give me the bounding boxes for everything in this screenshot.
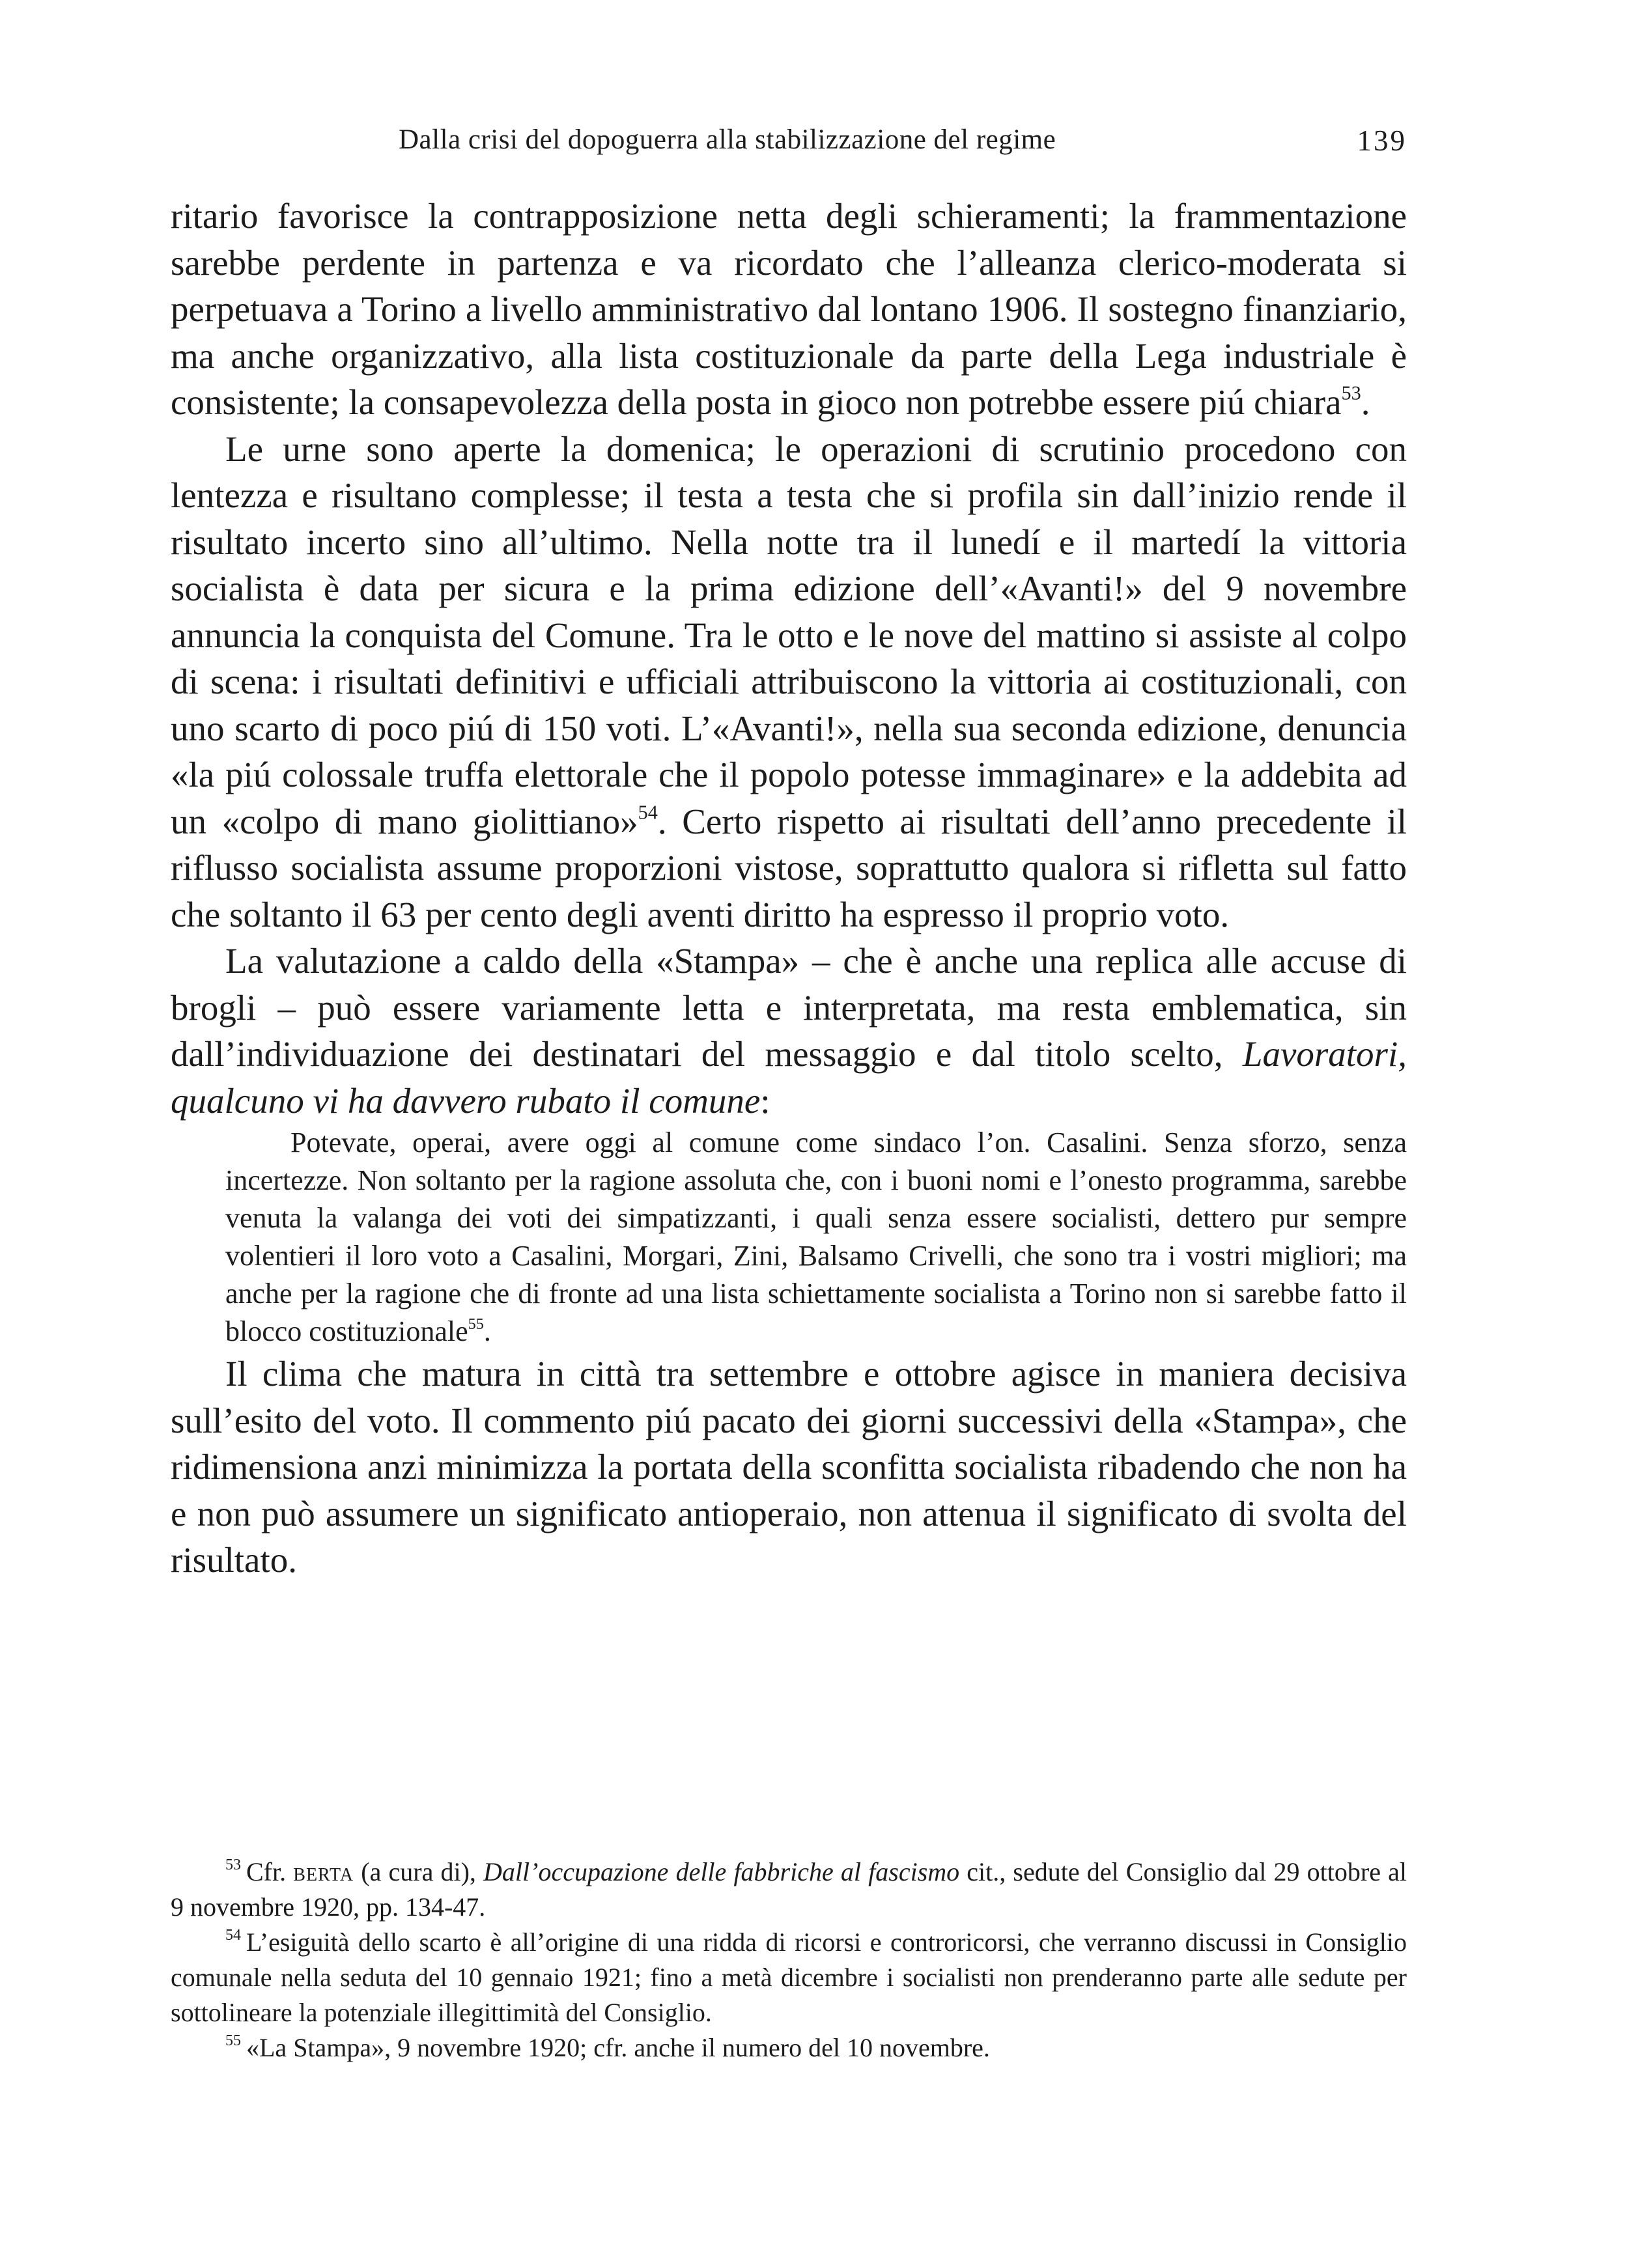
quote-tail: . [483, 1315, 491, 1347]
footnote-text: Cfr. [246, 1857, 294, 1886]
footnote-text: cit., sedute del Consiglio dal 29 ottobre al 9 novembre 1920, pp. 134-47. [171, 1857, 1407, 1922]
paragraph-text: Le urne sono aperte la domenica; le operazioni di scrutinio procedono con lentezza e risultano complesse; il testa a testa che si profila sin dall’inizio rende il risultato incerto sino all’ultimo. Nella notte tra il lunedí e il martedí la vittoria socialista è data per sicura e la prima edizione dell’«Avanti!» del 9 novembre annuncia la conquista del Comune. Tra le otto e le nove del mattino si assiste al colpo di scena: i risultati definitivi e ufficiali attribuiscono la vittoria ai costituzionali, con uno scarto di poco piú di 150 voti. L’«Avanti!», nella sua seconda edizione, denuncia «la piú colossale truffa elettorale che il popolo potesse immaginare» e la addebita ad un «colpo di mano giolittiano» [171, 428, 1407, 841]
quote-text: Potevate, operai, avere oggi al comune come sindaco l’on. Casalini. Senza sforzo, senza incertezze. Non soltanto per la ragione assoluta che, con i buoni nomi e l’onesto programma, sarebbe venuta la valanga dei voti dei simpatizzanti, i quali senza essere socialisti, dettero pur sempre volentieri il loro voto a Casalini, Morgari, Zini, Balsamo Crivelli, che sono tra i vostri migliori; ma anche per la ragione che di fronte ad una lista schiettamente socialista a Torino non si sarebbe fatto il blocco costituzionale [225, 1127, 1407, 1347]
footnote-number: 53 [225, 1856, 241, 1874]
footnote-55 [171, 2030, 1407, 2065]
paragraph-text: La valutazione a caldo della «Stampa» – che è anche una replica alle accuse di brogli – può essere variamente letta e interpretata, ma resta emblematica, sin dall’individuazione dei destinatari del messaggio e dal titolo scelto, [171, 941, 1407, 1074]
paragraph-tail: . Certo rispetto ai risultati dell’anno precedente il riflusso socialista assume proporzioni vistose, soprattutto qualora si rifletta sul fatto che soltanto il 63 per cento degli aventi diritto ha espresso il proprio voto. [171, 801, 1407, 934]
paragraph-tail: . [1361, 382, 1370, 422]
footnote-54 [171, 1925, 1407, 2030]
paragraph-text: ritario favorisce la contrapposizione netta degli schieramenti; la frammentazione sarebbe perdente in partenza e va ricordato che l’alleanza clerico-moderata si perpetuava a Torino a livello amministrativo dal lontano 1906. Il sostegno finanziario, ma anche organizzativo, alla lista costituzionale da parte della Lega industriale è consistente; la consapevolezza della posta in gioco non potrebbe essere piú chiara [171, 196, 1407, 422]
footnote-ref-54: 54 [638, 800, 658, 823]
footnote-number: 55 [225, 2032, 241, 2050]
page-number: 139 [1357, 124, 1407, 157]
paragraph-2 [171, 426, 1407, 938]
footnote-text: (a cura di), [354, 1857, 484, 1886]
block-quote [171, 1124, 1407, 1351]
paragraph-tail: : [760, 1080, 770, 1121]
footnote-53 [171, 1855, 1407, 1925]
running-title: Dalla crisi del dopoguerra alla stabilizzazione del regime [399, 124, 1056, 155]
paragraph-3 [171, 938, 1407, 1124]
footnotes [171, 1855, 1407, 2065]
article-title: Lavoratori, qualcuno vi ha davvero rubato il comune [171, 1034, 1407, 1121]
footnote-text: L’esiguità dello scarto è all’origine di una ridda di ricorsi e controricorsi, che verranno discussi in Consiglio comunale nella seduta del 10 gennaio 1921; fino a metà dicembre i socialisti non prenderanno parte alle sedute per sottolineare la potenziale illegittimità del Consiglio. [171, 1927, 1407, 2027]
footnote-ref-55: 55 [468, 1315, 484, 1333]
footnote-author: berta [293, 1857, 354, 1886]
footnote-text: «La Stampa», 9 novembre 1920; cfr. anche il numero del 10 novembre. [246, 2033, 990, 2062]
footnote-number: 54 [225, 1927, 241, 1944]
footnote-ref-53: 53 [1341, 382, 1361, 404]
paragraph-1 [171, 193, 1407, 426]
main-text [171, 193, 1407, 1584]
page-header [171, 124, 1407, 169]
footnote-book-title: Dall’occupazione delle fabbriche al fascismo [483, 1857, 960, 1886]
paragraph-4: Il clima che matura in città tra settembre e ottobre agisce in maniera decisiva sull’esito del voto. Il commento piú pacato dei giorni successivi della «Stampa», che ridimensiona anzi minimizza la portata della sconfitta socialista ribadendo che non ha e non può assumere un significato antioperaio, non attenua il significato di svolta del risultato. [171, 1354, 1407, 1580]
